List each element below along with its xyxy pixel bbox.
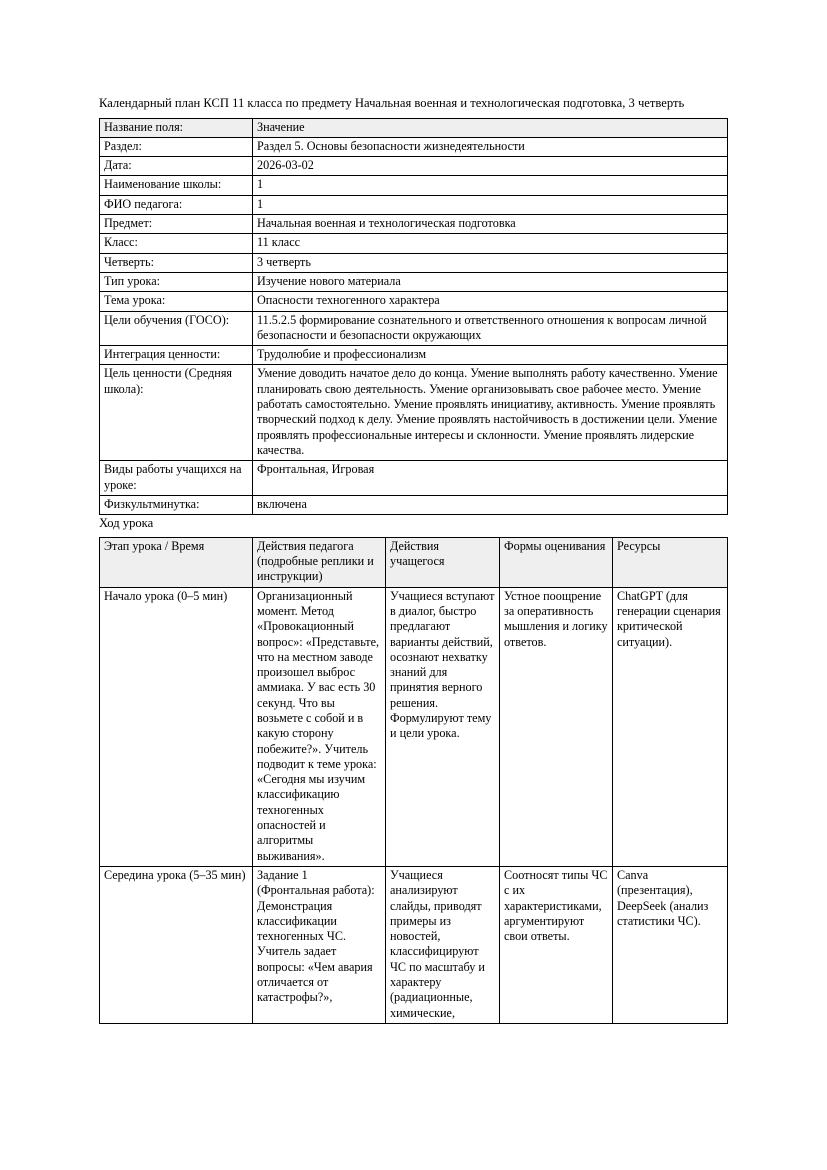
row-value-razdel: Раздел 5. Основы безопасности жизнедеятельности (253, 137, 728, 156)
row-label-value-integration: Интеграция ценности: (100, 346, 253, 365)
row-value-class: 11 класс (253, 234, 728, 253)
flow-cell-resources: Canva (презентация), DeepSeek (анализ статистики ЧС). (613, 866, 728, 1023)
row-value-teacher: 1 (253, 195, 728, 214)
row-value-value-goal: Умение доводить начатое дело до конца. Умение выполнять работу качественно. Умение планировать свою деятельность. Умение организовывать свое рабочее место. Умение работать самостоятельно. Умение проявлять инициативу, активность. Умение проявлять творческий подход к делу. Умение проявлять настойчивость в достижении цели. Умение проявлять профессиональные интересы и склонности. Умение проявлять лидерские качества. (253, 365, 728, 461)
row-value-work-types: Фронтальная, Игровая (253, 461, 728, 496)
row-label-teacher: ФИО педагога: (100, 195, 253, 214)
table-row (100, 461, 728, 496)
row-value-quarter: 3 четверть (253, 253, 728, 272)
table-row (100, 587, 728, 866)
row-value-subject: Начальная военная и технологическая подготовка (253, 215, 728, 234)
table-row (100, 195, 728, 214)
row-label-subject: Предмет: (100, 215, 253, 234)
lesson-info-table (99, 118, 728, 516)
table-row (100, 292, 728, 311)
row-label-date: Дата: (100, 157, 253, 176)
flow-cell-student: Учащиеся анализируют слайды, приводят примеры из новостей, классифицируют ЧС по масштабу и характеру (радиационные, химические, (386, 866, 500, 1023)
row-label-lesson-type: Тип урока: (100, 272, 253, 291)
flow-header-resources: Ресурсы (613, 537, 728, 587)
row-value-school: 1 (253, 176, 728, 195)
flow-cell-assessment: Устное поощрение за оперативность мышления и логику ответов. (500, 587, 613, 866)
row-value-value-integration: Трудолюбие и профессионализм (253, 346, 728, 365)
row-label-lesson-topic: Тема урока: (100, 292, 253, 311)
flow-table-header-row (100, 537, 728, 587)
table-row (100, 311, 728, 346)
table-header-row (100, 118, 728, 137)
flow-cell-student: Учащиеся вступают в диалог, быстро предлагают варианты действий, осознают нехватку знаний для принятия верного решения. Формулируют тему и цели урока. (386, 587, 500, 866)
flow-cell-resources: ChatGPT (для генерации сценария критической ситуации). (613, 587, 728, 866)
table-row (100, 176, 728, 195)
table-row (100, 137, 728, 156)
row-value-date: 2026-03-02 (253, 157, 728, 176)
flow-header-teacher-actions: Действия педагога (подробные реплики и инструкции) (253, 537, 386, 587)
page-title: Календарный план КСП 11 класса по предмету Начальная военная и технологическая подготовка, 3 четверть (99, 96, 685, 110)
row-value-lesson-type: Изучение нового материала (253, 272, 728, 291)
row-label-razdel: Раздел: (100, 137, 253, 156)
flow-header-stage: Этап урока / Время (100, 537, 253, 587)
flow-cell-teacher: Организационный момент. Метод «Провокационный вопрос»: «Представьте, что на местном заводе произошел выброс аммиака. У вас есть 30 секунд. Что вы возьмете с собой и в какую сторону побежите?». Учитель подводит к теме урока: «Сегодня мы изучим классификацию техногенных опасностей и алгоритмы выживания». (253, 587, 386, 866)
flow-cell-stage: Середина урока (5–35 мин) (100, 866, 253, 1023)
table-row (100, 365, 728, 461)
table-row (100, 234, 728, 253)
flow-header-student-actions: Действия учащегося (386, 537, 500, 587)
row-value-physical-break: включена (253, 495, 728, 514)
table-row (100, 253, 728, 272)
flow-cell-teacher: Задание 1 (Фронтальная работа): Демонстрация классификации техногенных ЧС. Учитель задает вопросы: «Чем авария отличается от катастрофы?», (253, 866, 386, 1023)
lesson-flow-table (99, 537, 728, 1024)
flow-header-assessment-forms: Формы оценивания (500, 537, 613, 587)
row-label-value-goal: Цель ценности (Средняя школа): (100, 365, 253, 461)
row-label-work-types: Виды работы учащихся на уроке: (100, 461, 253, 496)
header-cell-field-name: Название поля: (100, 118, 253, 137)
row-label-physical-break: Физкультминутка: (100, 495, 253, 514)
flow-cell-assessment: Соотносят типы ЧС с их характеристиками, аргументируют свои ответы. (500, 866, 613, 1023)
table-row (100, 157, 728, 176)
table-row (100, 495, 728, 514)
table-row (100, 346, 728, 365)
table-row (100, 215, 728, 234)
section-caption-lesson-flow: Ход урока (99, 516, 154, 531)
row-label-school: Наименование школы: (100, 176, 253, 195)
row-value-learning-goals: 11.5.2.5 формирование сознательного и ответственного отношения к вопросам личной безопасности и безопасности окружающих (253, 311, 728, 346)
table-row (100, 866, 728, 1023)
row-label-quarter: Четверть: (100, 253, 253, 272)
row-label-class: Класс: (100, 234, 253, 253)
row-value-lesson-topic: Опасности техногенного характера (253, 292, 728, 311)
row-label-learning-goals: Цели обучения (ГОСО): (100, 311, 253, 346)
header-cell-value: Значение (253, 118, 728, 137)
table-row (100, 272, 728, 291)
flow-cell-stage: Начало урока (0–5 мин) (100, 587, 253, 866)
